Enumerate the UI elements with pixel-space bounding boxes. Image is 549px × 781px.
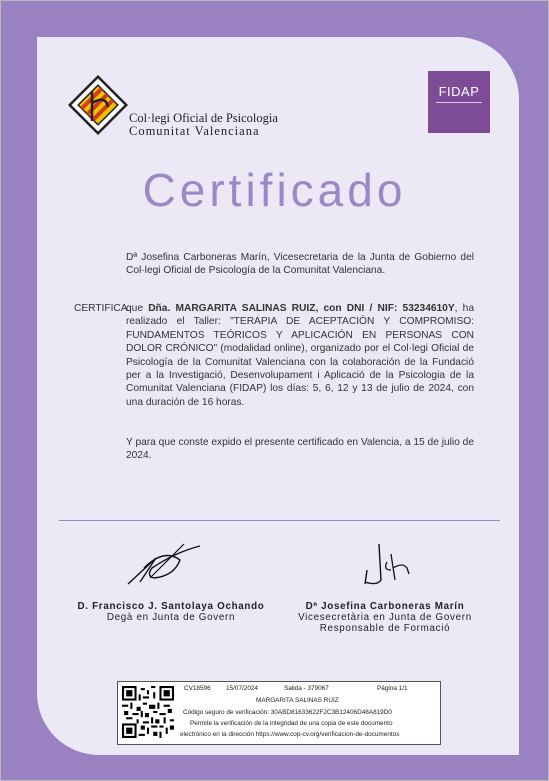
verification-holder: MARGARITA SALINAS RUIZ — [256, 697, 339, 704]
certifica-que: que — [126, 303, 149, 314]
certifica-rest: , ha realizado el Taller: "TERAPIA DE ACEPTACIÓN Y COMPROMISO: FUNDAMENTOS TEÓRICOS Y APLICACIÓN EN PERSONAS CON DOLOR CRÓNICO" (modalidad online), organizado por el Col·legi Oficial de Psicología de la Comunitat Valenciana con la colaboración de la Fundació per a la Investigació, Desenvolupament i Aplicació de la Psicologia de la Comunitat Valenciana (FIDAP) los días: 5, 6, 12 y 13 de julio de 2024, con una duración de 16 horas. — [126, 303, 475, 408]
signer-right-role: Vicesecretària en Junta de Govern — [298, 612, 472, 623]
verification-date: 15/07/2024 — [226, 685, 258, 692]
signer-right-name: Dª Josefina Carboneras Marín — [305, 601, 465, 612]
signer-left-role: Degà en Junta de Govern — [106, 612, 236, 623]
fidap-logo-divider — [436, 102, 482, 103]
verification-text2: electrónico en la dirección https://www.cop-cv.org/verificacion-de-documentos — [180, 731, 400, 738]
signer-right — [278, 601, 492, 634]
qr-code[interactable] — [122, 686, 174, 738]
divider — [59, 520, 500, 521]
closing-paragraph: Y para que conste expido el presente certificado en Valencia, a 15 de julio de 2024. — [126, 437, 474, 462]
certifica-label: CERTIFICA: — [74, 303, 131, 314]
signature-right — [357, 540, 415, 588]
verification-hash: Código seguro de verificación: 30ABD81633622F2C3B12406D48A819D0 — [183, 709, 392, 716]
verification-code: CV18596 — [184, 685, 211, 692]
verification-text1: Permite la verificación de la integridad de una copia de este documento — [190, 720, 393, 727]
signer-left-name: D. Francisco J. Santolaya Ochando — [77, 601, 265, 612]
recipient-name: Dña. MARGARITA SALINAS RUIZ, con DNI / NIF: 53234610Y — [148, 303, 455, 314]
org-name-line2: Comunitat Valenciana — [129, 124, 260, 138]
certifica-paragraph — [126, 302, 474, 409]
fidap-logo — [428, 71, 490, 133]
signature-left — [126, 538, 218, 588]
certificate-title: Certificado — [142, 164, 407, 216]
signer-right-role2: Responsable de Formació — [319, 623, 451, 634]
college-logo — [66, 73, 130, 137]
verification-page: Página 1/1 — [377, 685, 408, 692]
fidap-logo-text: FIDAP — [438, 84, 480, 99]
org-name-line1: Col·legi Oficial de Psicologia — [129, 111, 278, 125]
intro-paragraph: Dª Josefina Carboneras Marín, Vicesecretaria de la Junta de Gobierno del Col·legi Oficial de Psicología de la Comunitat Valenciana. — [126, 252, 474, 277]
signer-left — [65, 601, 277, 623]
verification-salida: Salida - 379067 — [284, 685, 329, 692]
